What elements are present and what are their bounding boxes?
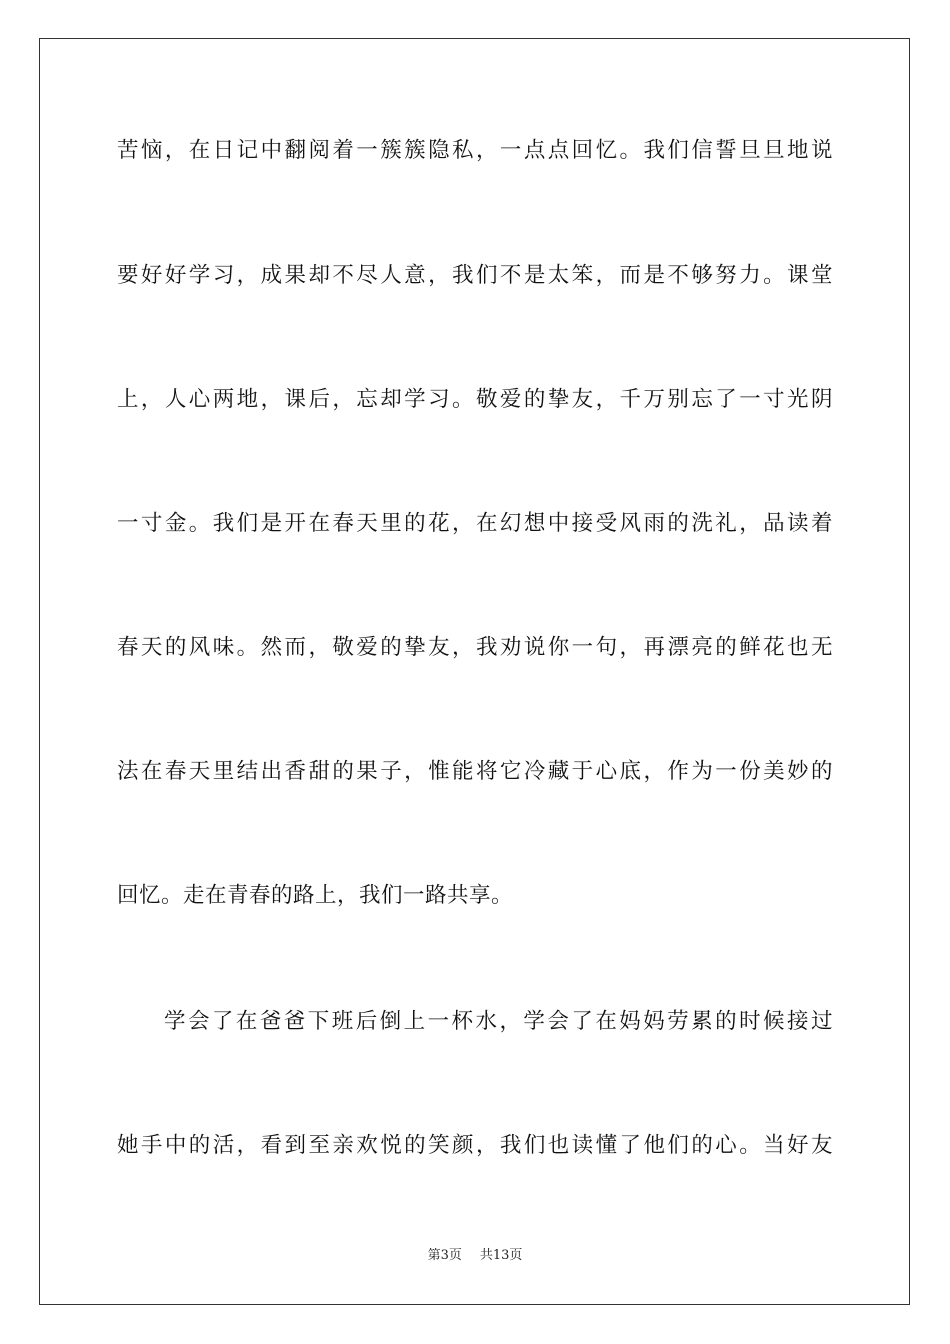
page-number: 第3页: [427, 1248, 462, 1263]
paragraph-line: 苦恼，在日记中翻阅着一簇簇隐私，一点点回忆。我们信誓旦旦地说: [117, 138, 833, 163]
paragraph-line: 春天的风味。然而，敬爱的挚友，我劝说你一句，再漂亮的鲜花也无: [117, 635, 833, 660]
paragraph-line: 要好好学习，成果却不尽人意，我们不是太笨，而是不够努力。课堂: [117, 263, 833, 288]
paragraph-line: 上，人心两地，课后，忘却学习。敬爱的挚友，千万别忘了一寸光阴: [117, 387, 833, 412]
paragraph-line: 学会了在爸爸下班后倒上一杯水，学会了在妈妈劳累的时候接过: [164, 1009, 833, 1034]
paragraph-line: 一寸金。我们是开在春天里的花，在幻想中接受风雨的洗礼，品读着: [117, 511, 833, 536]
page-total: 共13页: [479, 1248, 523, 1263]
paragraph-line: 她手中的活，看到至亲欢悦的笑颜，我们也读懂了他们的心。当好友: [117, 1133, 833, 1158]
paragraph-line: 法在春天里结出香甜的果子，惟能将它冷藏于心底，作为一份美妙的: [117, 759, 833, 784]
page-border: [39, 38, 910, 1305]
paragraph-line: 回忆。走在青春的路上，我们一路共享。: [117, 883, 514, 908]
page-footer: [0, 1247, 950, 1265]
